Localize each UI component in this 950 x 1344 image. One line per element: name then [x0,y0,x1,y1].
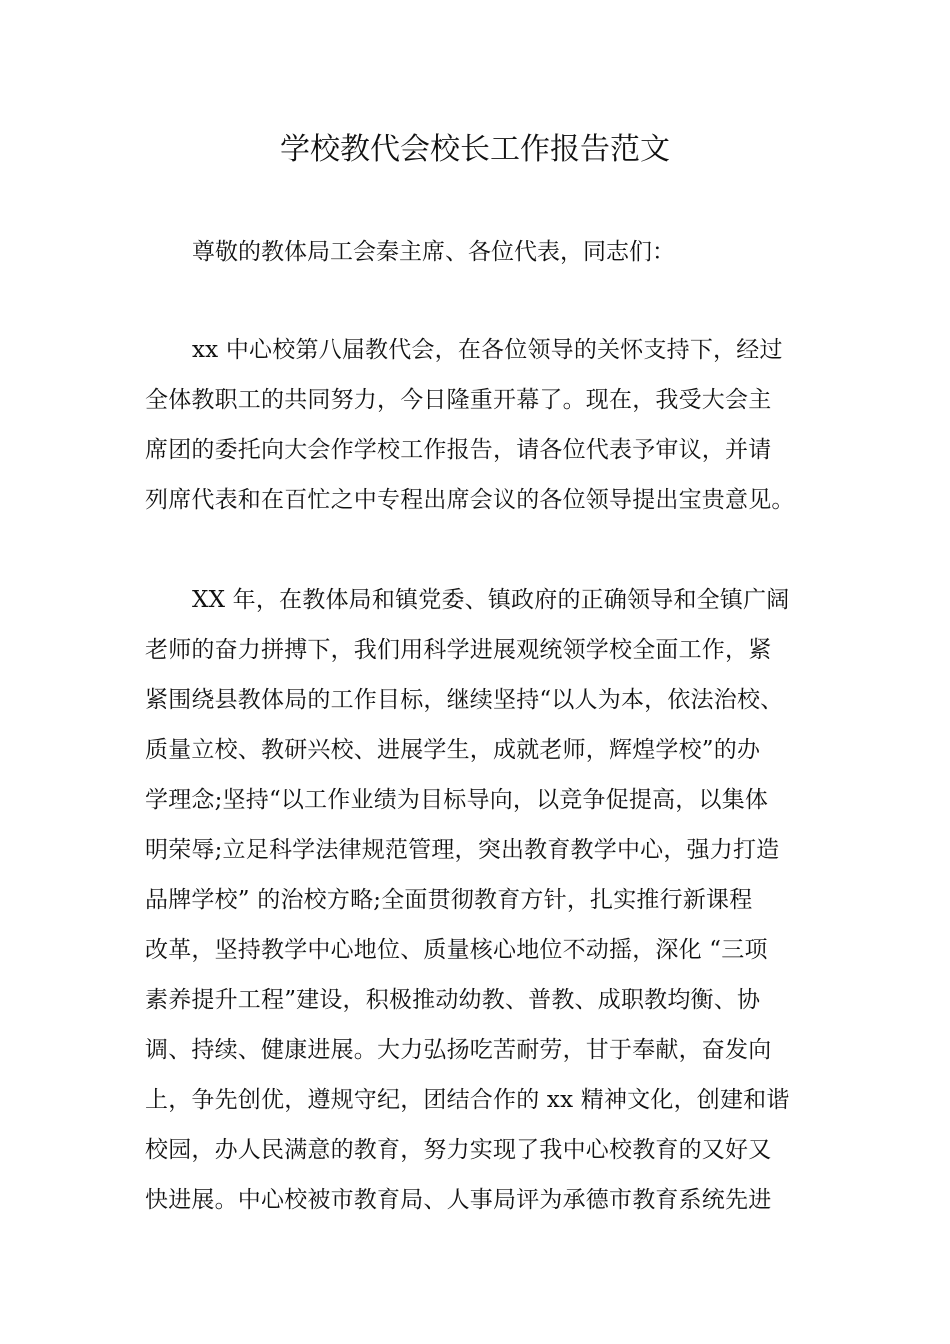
paragraph-line: 上，争先创优，遵规守纪，团结合作的 xx 精神文化，创建和谐 [145,1087,790,1113]
paragraph-line: 席团的委托向大会作学校工作报告，请各位代表予审议，并请 [145,437,772,463]
paragraph-line: 调、持续、健康进展。大力弘扬吃苦耐劳，甘于奉献，奋发向 [145,1037,772,1063]
paragraph-line: 素养提升工程”建设，积极推动幼教、普教、成职教均衡、协 [145,987,761,1013]
paragraph-line: 品牌学校” 的治校方略;全面贯彻教育方针，扎实推行新课程 [145,887,753,913]
paragraph-line: 紧围绕县教体局的工作目标，继续坚持“以人为本，依法治校、 [145,687,784,713]
paragraph-line: 老师的奋力拼搏下，我们用科学进展观统领学校全面工作，紧 [145,637,772,663]
paragraph-1 [145,325,815,525]
paragraph-line: 学理念;坚持“以工作业绩为目标导向，以竞争促提高，以集体 [145,787,769,813]
paragraph-line: XX 年，在教体局和镇党委、镇政府的正确领导和全镇广阔 [192,587,790,613]
paragraph-line: xx 中心校第八届教代会，在各位领导的关怀支持下，经过 [192,337,783,363]
paragraph-line: 快进展。中心校被市教育局、人事局评为承德市教育系统先进 [145,1187,772,1213]
paragraph-line: 改革，坚持教学中心地位、质量核心地位不动摇，深化 “三项 [145,937,768,963]
paragraph-line: 全体教职工的共同努力，今日隆重开幕了。现在，我受大会主 [145,387,772,413]
document-title: 学校教代会校长工作报告范文 [280,132,670,167]
paragraph-line: 明荣辱;立足科学法律规范管理，突出教育教学中心，强力打造 [145,837,780,863]
paragraph-2 [145,575,815,1225]
paragraph-line: 质量立校、教研兴校、进展学生，成就老师，辉煌学校”的办 [145,737,761,763]
paragraph-line: 校园，办人民满意的教育，努力实现了我中心校教育的又好又 [145,1137,772,1163]
salutation: 尊敬的教体局工会秦主席、各位代表，同志们： [192,239,675,265]
paragraph-line: 列席代表和在百忙之中专程出席会议的各位领导提出宝贵意见。 [145,487,795,513]
